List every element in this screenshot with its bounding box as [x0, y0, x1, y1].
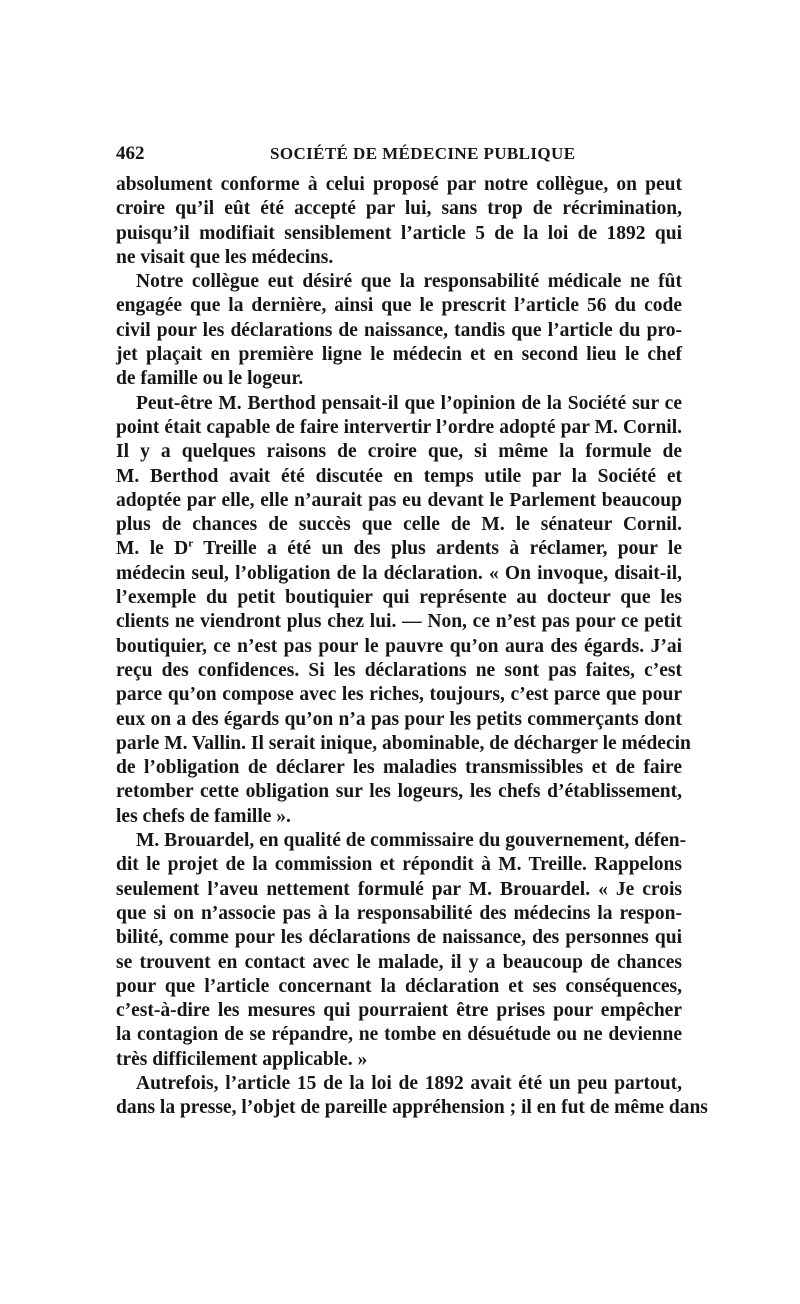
text-line: point était capable de faire intervertir l’ordre adopté par M. Cornil.	[116, 416, 682, 438]
text-line: boutiquier, ce n’est pas pour le pauvre qu’on aura des égards. J’ai	[116, 635, 682, 657]
text-line: reçu des confidences. Si les déclarations ne sont pas faites, c’est	[116, 659, 682, 681]
text-line: les chefs de famille ».	[116, 805, 291, 827]
text-line: se trouvent en contact avec le malade, il y a beaucoup de chances	[116, 951, 682, 973]
text-line: parce qu’on compose avec les riches, toujours, c’est parce que pour	[116, 684, 682, 706]
text-line: M. Berthod avait été discutée en temps utile par la Société et	[116, 465, 682, 487]
text-line: puisqu’il modifiait sensiblement l’article 5 de la loi de 1892 qui	[116, 222, 682, 244]
text-line-part: M. le D	[116, 538, 189, 560]
text-line-part: Treille a été un des plus ardents à réclamer, pour le	[193, 538, 682, 560]
text-line: parle M. Vallin. Il serait inique, abominable, de décharger le médecin	[116, 732, 691, 754]
text-line: très difficilement applicable. »	[116, 1048, 368, 1070]
text-line: seulement l’aveu nettement formulé par M. Brouardel. « Je crois	[116, 878, 682, 900]
text-line: eux on a des égards qu’on n’a pas pour les petits commerçants dont	[116, 708, 682, 730]
text-line: civil pour les déclarations de naissance, tandis que l’article du pro-	[116, 319, 682, 341]
text-line: c’est-à-dire les mesures qui pourraient être prises pour empêcher	[116, 1000, 682, 1022]
running-title: SOCIÉTÉ DE MÉDECINE PUBLIQUE	[270, 144, 576, 163]
text-line: que si on n’associe pas à la responsabilité des médecins la respon-	[116, 902, 682, 924]
text-line: adoptée par elle, elle n’aurait pas eu devant le Parlement beaucoup	[116, 489, 682, 511]
text-line: Notre collègue eut désiré que la responsabilité médicale ne fût	[136, 271, 682, 293]
body-text	[116, 173, 708, 1121]
text-line: M. Brouardel, en qualité de commissaire du gouvernement, défen-	[136, 830, 687, 852]
text-line: ne visait que les médecins.	[116, 246, 334, 268]
text-line: de famille ou le logeur.	[116, 368, 304, 390]
text-line: jet plaçait en première ligne le médecin et en second lieu le chef	[116, 344, 682, 366]
text-line: l’exemple du petit boutiquier qui représente au docteur que les	[116, 587, 682, 609]
text-line: pour que l’article concernant la déclaration et ses conséquences,	[116, 975, 682, 997]
text-line: dans la presse, l’objet de pareille appréhension ; il en fut de même dans	[116, 1097, 708, 1119]
text-line: engagée que la dernière, ainsi que le prescrit l’article 56 du code	[116, 295, 682, 317]
text-line: croire qu’il eût été accepté par lui, sans trop de récrimination,	[116, 198, 682, 220]
text-line: plus de chances de succès que celle de M. le sénateur Cornil.	[116, 514, 682, 536]
superscript: r	[188, 537, 194, 550]
text-line: absolument conforme à celui proposé par notre collègue, on peut	[116, 174, 682, 195]
text-line	[116, 537, 682, 561]
text-line: Autrefois, l’article 15 de la loi de 1892 avait été un peu partout,	[136, 1072, 682, 1094]
running-head	[116, 143, 676, 169]
text-line: retomber cette obligation sur les logeurs, les chefs d’établissement,	[116, 781, 682, 803]
text-line: bilité, comme pour les déclarations de naissance, des personnes qui	[116, 927, 682, 949]
text-line: la contagion de se répandre, ne tombe en désuétude ou ne devienne	[116, 1024, 682, 1046]
text-line: de l’obligation de déclarer les maladies transmissibles et de faire	[116, 757, 682, 779]
text-line: clients ne viendront plus chez lui. — Non, ce n’est pas pour ce petit	[116, 611, 682, 633]
text-line: dit le projet de la commission et répondit à M. Treille. Rappelons	[116, 854, 682, 876]
text-line: médecin seul, l’obligation de la déclaration. « On invoque, disait-il,	[116, 562, 682, 584]
text-line: Peut-être M. Berthod pensait-il que l’opinion de la Société sur ce	[136, 392, 682, 414]
page-number: 462	[116, 143, 145, 164]
text-line: Il y a quelques raisons de croire que, si même la formule de	[116, 441, 682, 463]
